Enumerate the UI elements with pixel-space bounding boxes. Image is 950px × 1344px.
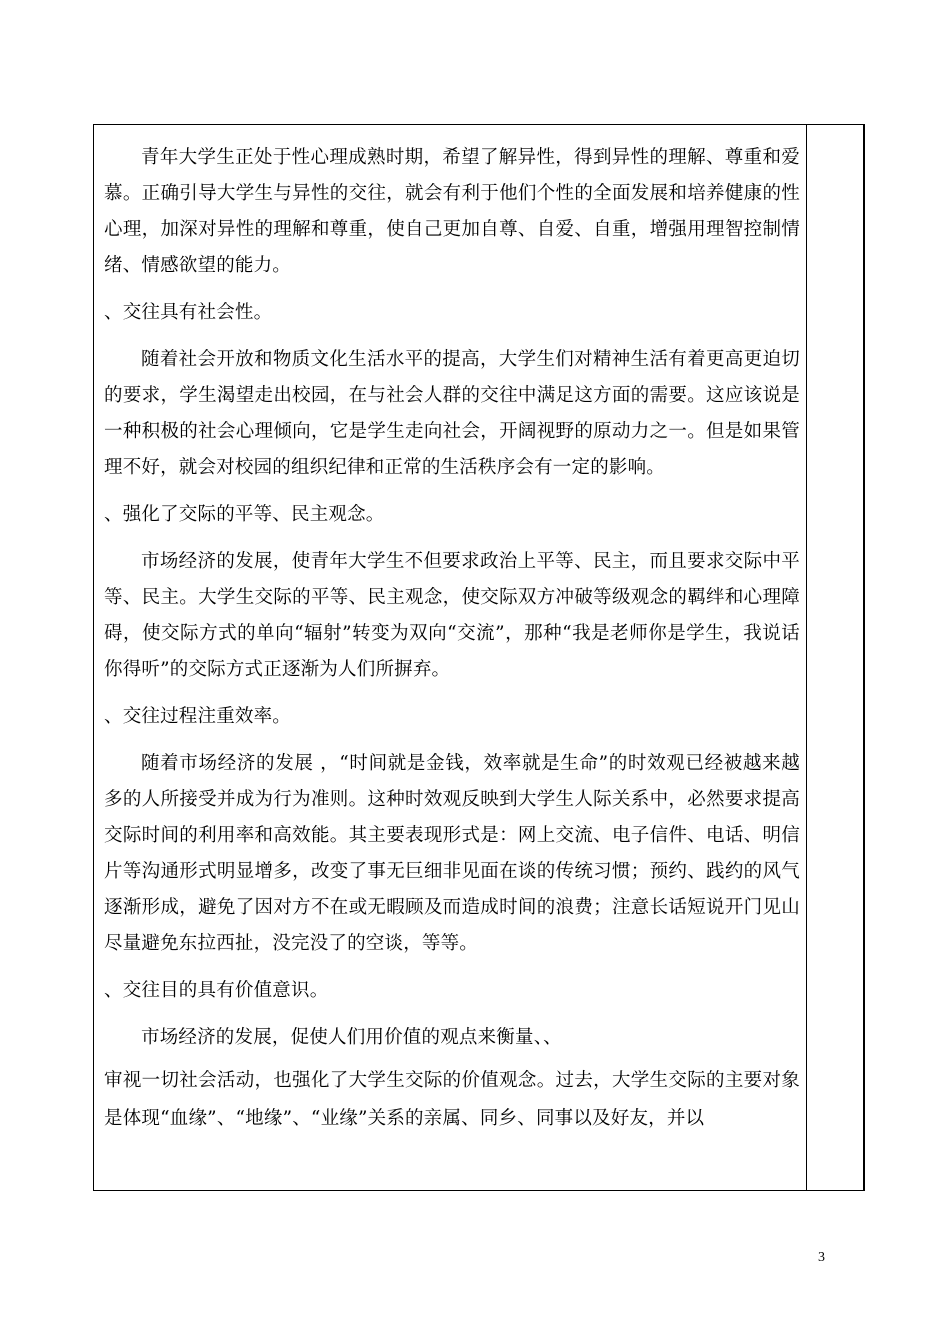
section-heading: 、交往目的具有价值意识。 xyxy=(104,980,329,1001)
paragraph-body: 随着市场经济的发展 ，“时间就是金钱，效率就是生命”的时效观已经被越来越多的人所接受并成为行为准则。这种时效观反映到大学生人际关系中，必然要求提高交际时间的利用率和高效能。其主要表现形式是：网上交流、电子信件、电话、明信片等沟通形式明显增多，改变了事无巨细非见面在谈的传统习惯；预约、践约的风气逐渐形成，避免了因对方不在或无暇顾及而造成时间的浪费；注意长话短说开门见山 尽量避免东拉西扯，没完没了的空谈，等等。 xyxy=(104,753,800,954)
section-heading: 、交往过程注重效率。 xyxy=(104,706,292,727)
page-number: 3 xyxy=(818,1250,825,1265)
paragraph-continuation: 审视一切社会活动，也强化了大学生交际的价值观念。过去，大学生交际的主要对象是体现“血缘”、“地缘”、“业缘”关系的亲属、同乡、同事以及好友，并以 xyxy=(104,1070,800,1129)
table-column-divider xyxy=(806,124,807,1191)
paragraph-body: 市场经济的发展，使青年大学生不但要求政治上平等、民主，而且要求交际中平等、民主。大学生交际的平等、民主观念，使交际双方冲破等级观念的羁绊和心理障碍，使交际方式的单向“辐射”转变为双向“交流”，那种“我是老师你是学生，我说话你得听”的交际方式正逐渐为人们所摒弃。 xyxy=(104,551,800,680)
table-cell-content xyxy=(104,140,800,1138)
section-heading: 、交往具有社会性。 xyxy=(104,302,273,323)
paragraph-body: 市场经济的发展，促使人们用价值的观点来衡量、、 xyxy=(141,1027,562,1048)
paragraph-body: 青年大学生正处于性心理成熟时期，希望了解异性，得到异性的理解、尊重和爱慕。正确引导大学生与异性的交往，就会有利于他们个性的全面发展和培养健康的性心理，加深对异性的理解和尊重，使自己更加自尊、自爱、自重，增强用理智控制情绪、情感欲望的能力。 xyxy=(104,147,800,276)
paragraph-body: 随着社会开放和物质文化生活水平的提高，大学生们对精神生活有着更高更迫切的要求，学生渴望走出校园，在与社会人群的交往中满足这方面的需要。这应该说是一种积极的社会心理倾向，它是学生走向社会，开阔视野的原动力之一。但是如果管理不好，就会对校园的组织纪律和正常的生活秩序会有一定的影响。 xyxy=(104,349,800,478)
section-heading: 、强化了交际的平等、民主观念。 xyxy=(104,504,385,525)
